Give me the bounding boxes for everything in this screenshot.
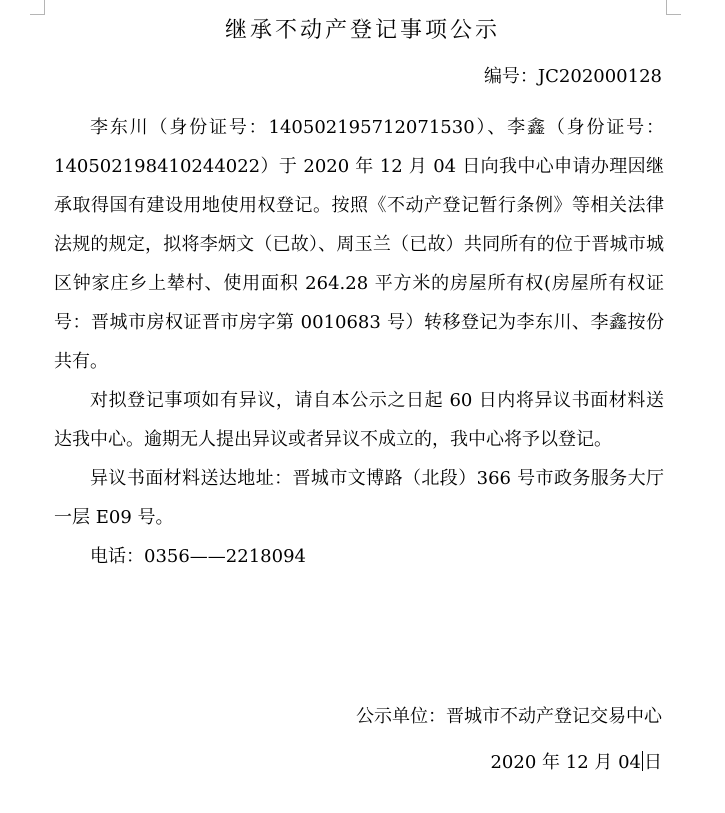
paragraph-objection-notice: 对拟登记事项如有异议，请自本公示之日起 60 日内将异议书面材料送达我中心。逾期无人提出异议或者异议不成立的，我中心将予以登记。 xyxy=(54,390,664,450)
paragraph-registration-details: 李东川（身份证号：140502195712071530）、李鑫（身份证号：140502198410244022）于 2020 年 12 月 04 日向我中心申请办理因继承取得国有建设用地使用权登记。按照《不动产登记暂行条例》等相关法律法规的规定，拟将李炳文（已故）、周玉兰（已故）共同所有的位于晋城市城区钟家庄乡上辇村、使用面积 264.28 平方米的房屋所有权(房屋所有权证号：晋城市房权证晋市房字第 0010683 号）转移登记为李东川、李鑫按份共有。 xyxy=(54,117,664,372)
crop-mark-top-right xyxy=(666,0,681,15)
date-suffix: 日 xyxy=(644,752,662,773)
publication-date xyxy=(490,748,662,778)
issuing-unit: 公示单位：晋城市不动产登记交易中心 xyxy=(356,706,662,727)
phone-line: 电话：0356——2218094 xyxy=(90,546,306,567)
crop-mark-top-left xyxy=(30,0,45,15)
paragraph-objection-address: 异议书面材料送达地址：晋城市文博路（北段）366 号市政务服务大厅一层 E09 号。 xyxy=(54,468,664,528)
document-body[interactable] xyxy=(54,108,664,576)
document-title: 继承不动产登记事项公示 xyxy=(224,18,500,43)
document-number: 编号：JC202000128 xyxy=(483,66,662,87)
text-cursor xyxy=(642,751,643,771)
date-text: 2020 年 12 月 04 xyxy=(490,752,641,773)
